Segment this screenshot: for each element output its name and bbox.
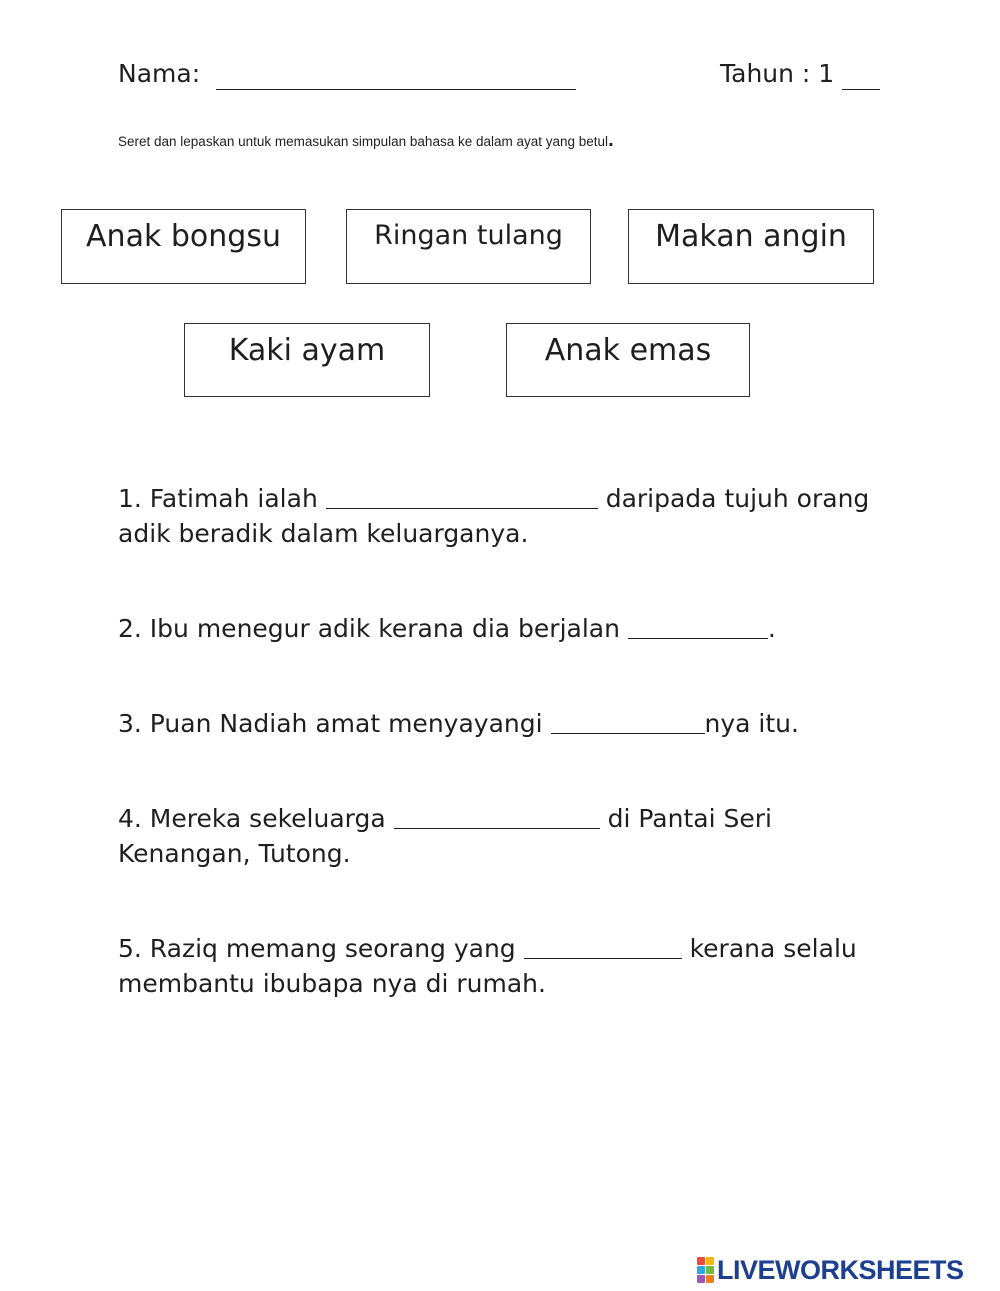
instruction-period: . <box>608 129 614 151</box>
word-card-kaki-ayam[interactable]: Kaki ayam <box>184 323 430 397</box>
question-4 <box>118 801 888 871</box>
logo-cell <box>697 1266 705 1274</box>
instruction-text <box>118 131 614 151</box>
name-field[interactable] <box>216 63 576 90</box>
question-1 <box>118 481 888 551</box>
question-4-before: 4. Mereka sekeluarga <box>118 804 386 833</box>
liveworksheets-logo <box>697 1255 964 1285</box>
logo-cell <box>706 1257 714 1265</box>
answer-blank-4[interactable] <box>394 804 600 829</box>
answer-blank-5[interactable] <box>524 934 682 959</box>
year-label: Tahun : 1 <box>720 59 835 88</box>
brand-name: LIVEWORKSHEETS <box>717 1254 964 1285</box>
logo-cell <box>706 1275 714 1283</box>
question-4-after: di Pantai Seri Kenangan, Tutong. <box>118 804 772 868</box>
name-label: Nama: <box>118 59 201 88</box>
word-card-anak-emas[interactable]: Anak emas <box>506 323 750 397</box>
question-3-after: nya itu. <box>704 709 799 738</box>
answer-blank-2[interactable] <box>628 614 768 639</box>
question-5 <box>118 931 888 1001</box>
answer-blank-3[interactable] <box>551 709 705 734</box>
answer-blank-1[interactable] <box>326 484 598 509</box>
year-field[interactable] <box>842 63 880 90</box>
word-card-ringan-tulang[interactable]: Ringan tulang <box>346 209 591 284</box>
logo-cell <box>697 1257 705 1265</box>
question-3-before: 3. Puan Nadiah amat menyayangi <box>118 709 543 738</box>
question-2-before: 2. Ibu menegur adik kerana dia berjalan <box>118 614 620 643</box>
word-card-anak-bongsu[interactable]: Anak bongsu <box>61 209 306 284</box>
instruction-body: Seret dan lepaskan untuk memasukan simpulan bahasa ke dalam ayat yang betul <box>118 134 609 149</box>
question-2 <box>118 611 888 646</box>
word-card-makan-angin[interactable]: Makan angin <box>628 209 874 284</box>
liveworksheets-logo-icon <box>697 1257 714 1283</box>
question-1-before: 1. Fatimah ialah <box>118 484 318 513</box>
question-5-after: kerana selalu membantu ibubapa nya di rumah. <box>118 934 857 998</box>
logo-cell <box>697 1275 705 1283</box>
question-5-before: 5. Raziq memang seorang yang <box>118 934 516 963</box>
logo-cell <box>706 1266 714 1274</box>
question-2-after: . <box>767 614 776 643</box>
question-1-after: daripada tujuh orang adik beradik dalam keluarganya. <box>118 484 870 548</box>
question-3 <box>118 706 888 741</box>
